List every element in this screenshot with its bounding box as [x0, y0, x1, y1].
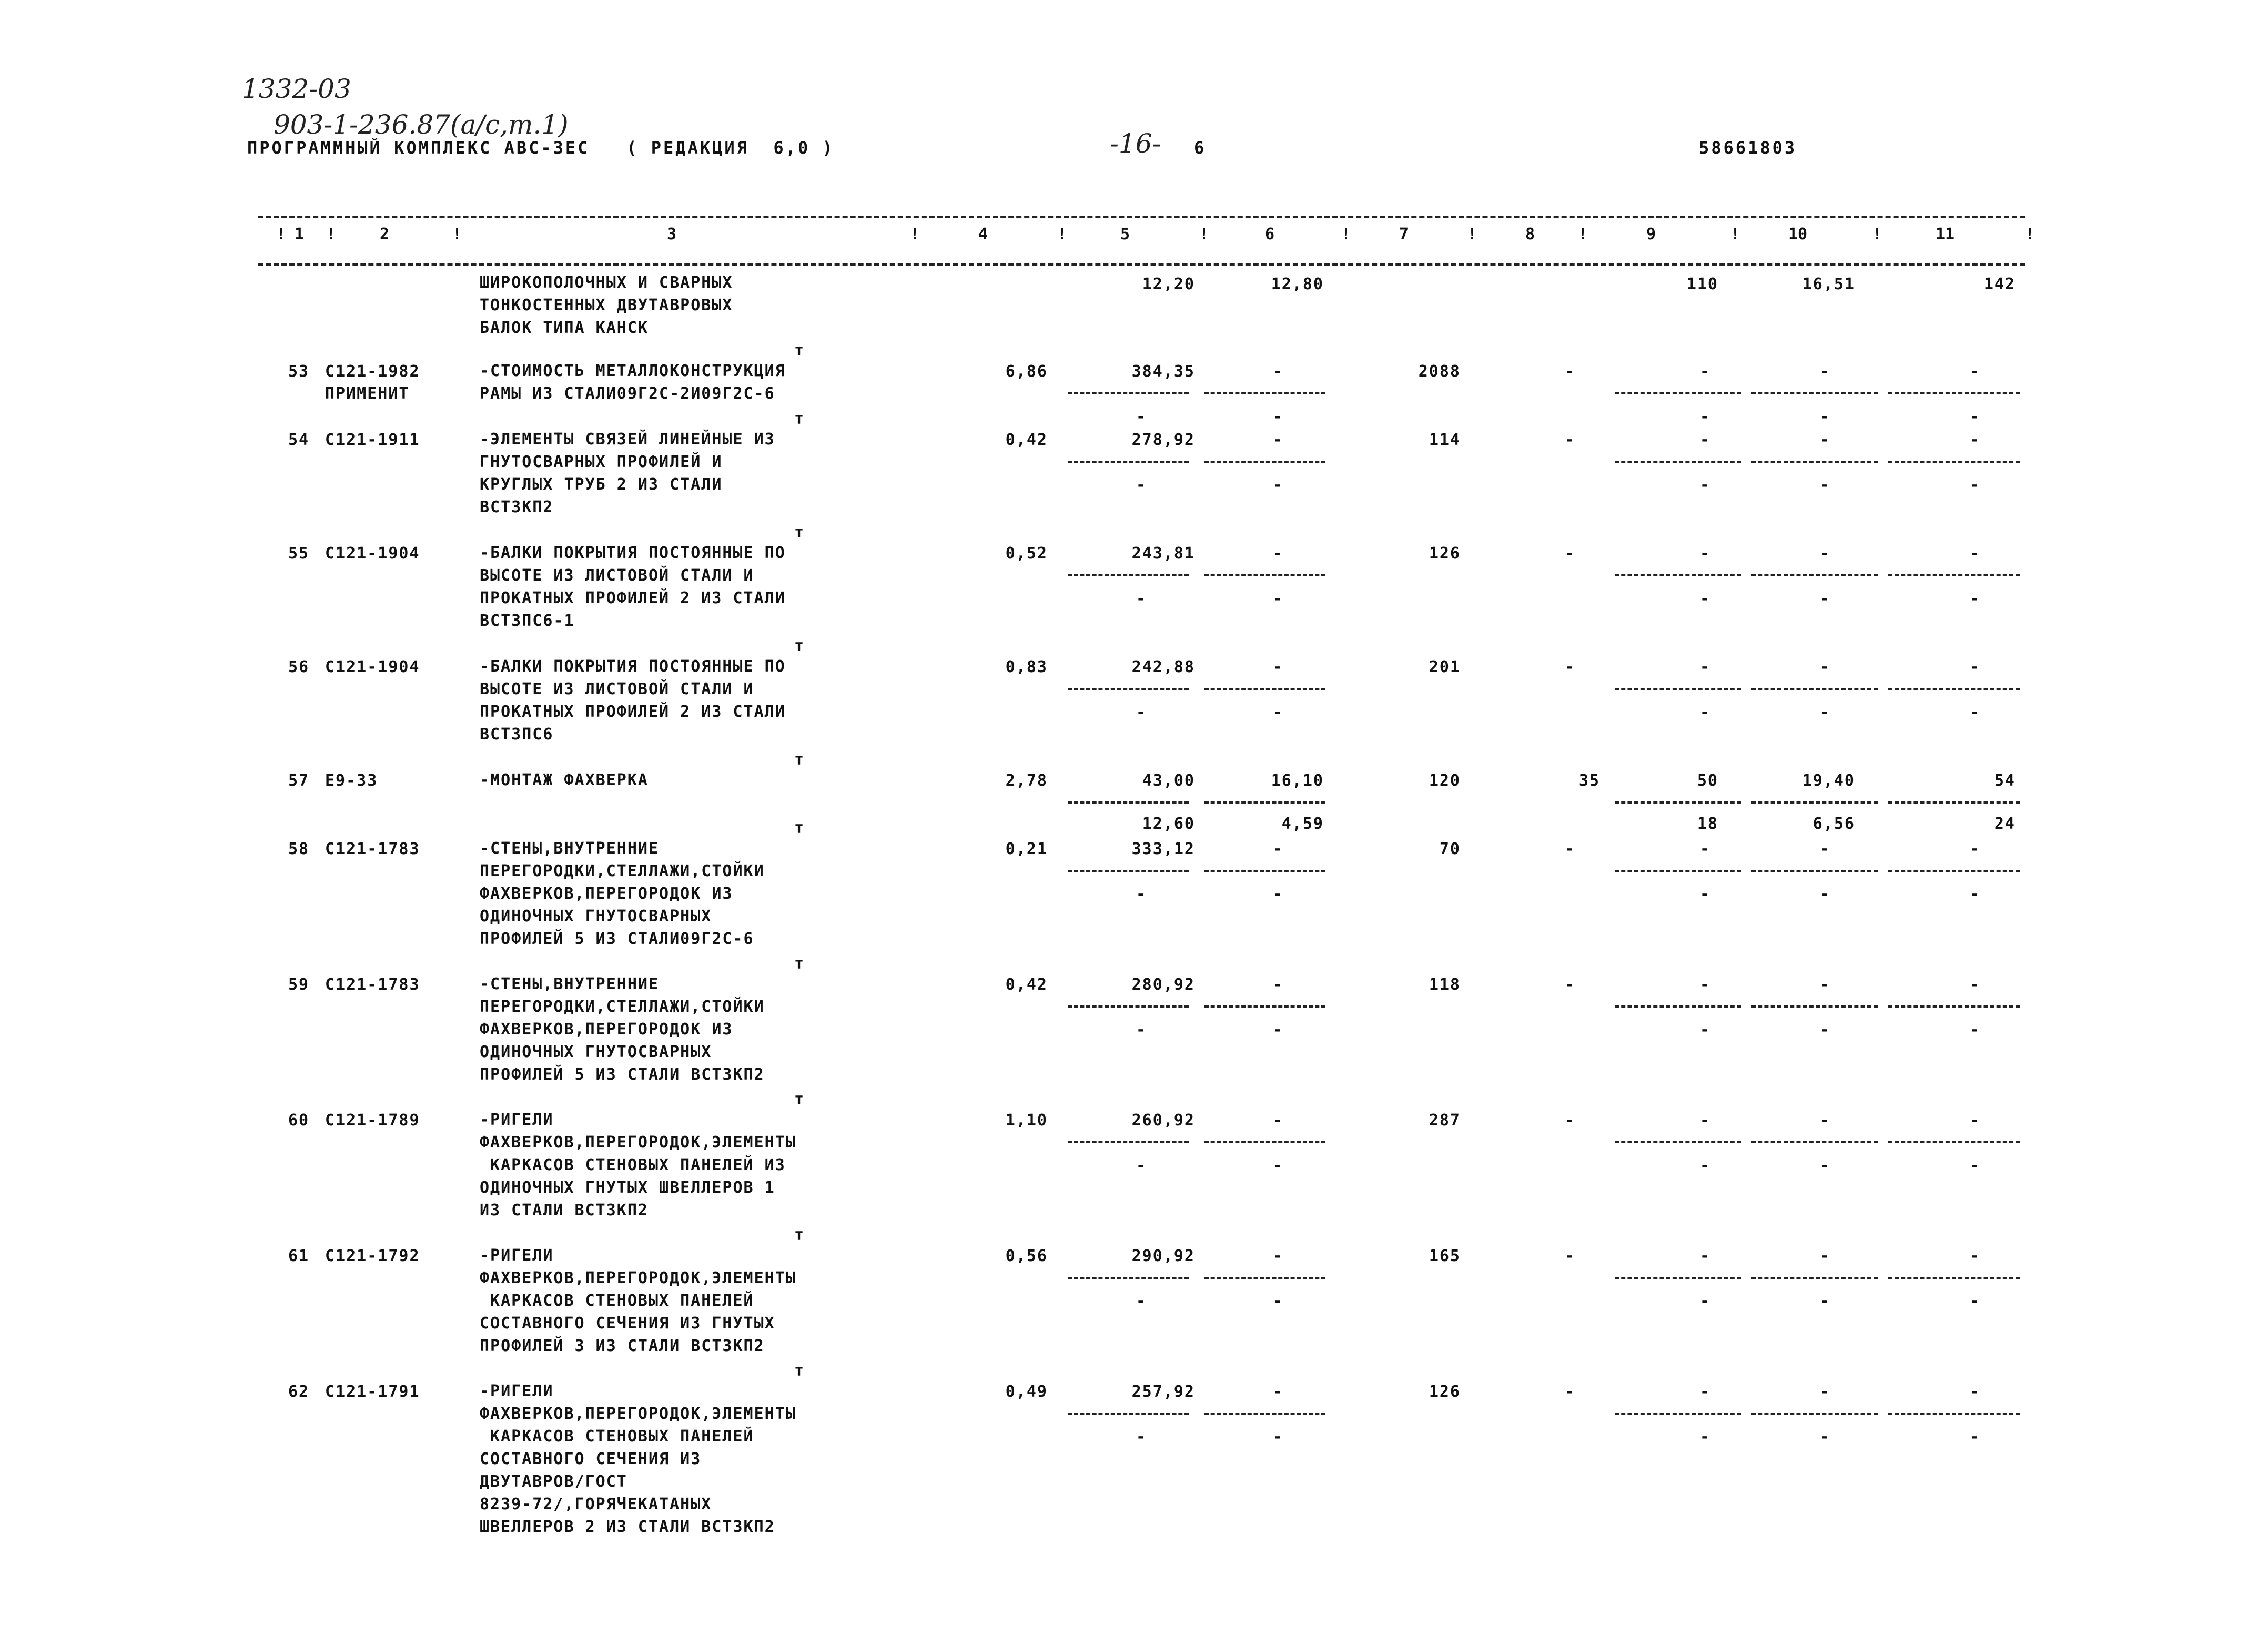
- col7-value: 114: [1429, 431, 1461, 449]
- column-separator: !: [1578, 225, 1588, 243]
- sub-rule: [1068, 870, 1189, 872]
- sub-rule: [1888, 1413, 2020, 1415]
- handwritten-archive-number: 1332-03: [242, 74, 351, 104]
- row-number: 53: [288, 362, 310, 381]
- sub-rule: [1204, 574, 1325, 576]
- col6-sub-dash: -: [1273, 1292, 1283, 1310]
- sub-rule: [1751, 1141, 1878, 1143]
- col10-dash: -: [1820, 1383, 1830, 1401]
- column-header-1: 1: [295, 225, 305, 243]
- col9-sub-dash: -: [1700, 1156, 1710, 1175]
- col6-dash: -: [1273, 1111, 1283, 1130]
- sub-rule: [1068, 1413, 1189, 1415]
- col11-dash: -: [1970, 1111, 1980, 1130]
- row-code: С121-1783: [325, 840, 420, 858]
- sub-rule: [1615, 870, 1741, 872]
- col9-dash: -: [1700, 544, 1710, 563]
- col11-dash: -: [1970, 840, 1980, 858]
- col11-sub-dash: -: [1970, 885, 1980, 903]
- sub-rule: [1888, 688, 2020, 690]
- col8-dash: -: [1565, 431, 1575, 449]
- row-marker: т: [794, 1226, 804, 1244]
- col5-sub-dash: -: [1136, 703, 1146, 722]
- col8-dash: -: [1565, 1247, 1575, 1265]
- sub-rule: [1888, 461, 2020, 463]
- sub-rule: [1068, 1141, 1189, 1143]
- row-code: С121-1792: [325, 1247, 420, 1265]
- row-description: -РИГЕЛИ ФАХВЕРКОВ,ПЕРЕГОРОДОК,ЭЛЕМЕНТЫ КАРКАСОВ СТЕНОВЫХ ПАНЕЛЕЙ СОСТАВНОГО СЕЧЕНИЯ ИЗ ДВУТАВРОВ/ГОСТ 8239-72/,ГОРЯЧЕКАТАНЫХ ШВЕЛЛЕРОВ 2 ИЗ СТАЛИ ВСТ3КП2: [480, 1382, 796, 1536]
- sub-rule: [1751, 574, 1878, 576]
- row-code: С121-1783: [325, 976, 420, 994]
- col9-sub-dash: -: [1700, 590, 1710, 608]
- col6-dash: -: [1273, 544, 1283, 563]
- col11-sub-dash: -: [1970, 703, 1980, 722]
- col4-value: 0,49: [1005, 1383, 1048, 1401]
- col4-value: 0,52: [1005, 544, 1048, 563]
- col9-dash: -: [1700, 362, 1710, 381]
- col10-sub-dash: -: [1820, 885, 1830, 903]
- col9-dash: -: [1700, 431, 1710, 449]
- col7-value: 165: [1429, 1247, 1461, 1265]
- column-separator: !: [452, 225, 462, 243]
- col6-dash: -: [1273, 658, 1283, 676]
- column-header-11: 11: [1936, 225, 1955, 243]
- col5-sub-dash: -: [1136, 408, 1146, 426]
- sub-rule: [1751, 1413, 1878, 1415]
- col5-sub-dash: -: [1136, 590, 1146, 608]
- row-number: 60: [288, 1111, 310, 1130]
- column-separator: !: [1057, 225, 1067, 243]
- col10-dash: -: [1820, 976, 1830, 994]
- sub-rule: [1888, 574, 2020, 576]
- col5-sub-value: 12,60: [1142, 815, 1195, 833]
- row-marker: т: [794, 341, 804, 360]
- col5-value: 243,81: [1131, 544, 1195, 563]
- col9-sub-dash: -: [1700, 476, 1710, 494]
- col11-dash: -: [1970, 544, 1980, 563]
- col6-sub-dash: -: [1273, 885, 1283, 903]
- col11-sub-value: 24: [1994, 815, 2016, 833]
- document-code: 58661803: [1699, 138, 1797, 158]
- col9-dash: -: [1700, 976, 1710, 994]
- col7-value: 2088: [1418, 362, 1461, 381]
- row-description: -СТОИМОСТЬ МЕТАЛЛОКОНСТРУКЦИЯ РАМЫ ИЗ СТАЛИ09Г2С-2И09Г2С-6: [480, 362, 786, 403]
- col11-sub-dash: -: [1970, 408, 1980, 426]
- col10-sub-dash: -: [1820, 408, 1830, 426]
- handwritten-page-number: -16-: [1110, 128, 1161, 159]
- cont-col10: 16,51: [1802, 275, 1855, 293]
- col5-sub-dash: -: [1136, 1428, 1146, 1446]
- program-header: ПРОГРАММНЫЙ КОМПЛЕКС АВС-3ЕС ( РЕДАКЦИЯ 6,0 ): [247, 138, 835, 158]
- column-header-6: 6: [1265, 225, 1275, 243]
- col4-value: 6,86: [1005, 362, 1048, 381]
- col4-value: 1,10: [1005, 1111, 1048, 1130]
- sub-rule: [1204, 801, 1325, 804]
- col9-sub-dash: -: [1700, 1292, 1710, 1310]
- col10-sub-dash: -: [1820, 703, 1830, 722]
- col10-dash: -: [1820, 840, 1830, 858]
- col7-value: 70: [1439, 840, 1461, 858]
- sub-rule: [1204, 1413, 1325, 1415]
- col10-sub-dash: -: [1820, 1292, 1830, 1310]
- col9-dash: -: [1700, 1383, 1710, 1401]
- column-header-3: 3: [667, 225, 677, 243]
- column-header-8: 8: [1525, 225, 1535, 243]
- row-marker: т: [794, 1361, 804, 1380]
- col6-sub-dash: -: [1273, 703, 1283, 722]
- col11-sub-dash: -: [1970, 1156, 1980, 1175]
- sub-rule: [1204, 461, 1325, 463]
- col4-value: 0,83: [1005, 658, 1048, 676]
- col5-value: 290,92: [1131, 1247, 1195, 1265]
- cont-col6: 12,80: [1271, 275, 1324, 293]
- row-number: 58: [288, 840, 310, 858]
- sub-rule: [1615, 392, 1741, 394]
- sub-rule: [1615, 1005, 1741, 1008]
- row-description: -СТЕНЫ,ВНУТРЕННИЕ ПЕРЕГОРОДКИ,СТЕЛЛАЖИ,СТОЙКИ ФАХВЕРКОВ,ПЕРЕГОРОДОК ИЗ ОДИНОЧНЫХ ГНУТОСВАРНЫХ ПРОФИЛЕЙ 5 ИЗ СТАЛИ09Г2С-6: [480, 839, 765, 948]
- sub-rule: [1888, 392, 2020, 394]
- col4-value: 2,78: [1005, 771, 1048, 790]
- sub-rule: [1751, 801, 1878, 804]
- row-description: -ЭЛЕМЕНТЫ СВЯЗЕЙ ЛИНЕЙНЫЕ ИЗ ГНУТОСВАРНЫХ ПРОФИЛЕЙ И КРУГЛЫХ ТРУБ 2 ИЗ СТАЛИ ВСТ3КП2: [480, 430, 775, 516]
- row-code: С121-1982: [325, 362, 420, 381]
- row-code: С121-1789: [325, 1111, 420, 1130]
- row-number: 54: [288, 431, 310, 449]
- col7-value: 118: [1429, 976, 1461, 994]
- sub-rule: [1068, 461, 1189, 463]
- sub-rule: [1615, 461, 1741, 463]
- col6-sub-dash: -: [1273, 408, 1283, 426]
- sub-rule: [1068, 1277, 1189, 1279]
- row-code: С121-1911: [325, 431, 420, 449]
- sub-rule: [1751, 461, 1878, 463]
- col6-sub-value: 4,59: [1281, 815, 1324, 833]
- col9-dash: -: [1700, 840, 1710, 858]
- col6-dash: -: [1273, 1383, 1283, 1401]
- col11-dash: -: [1970, 976, 1980, 994]
- column-separator: !: [1341, 225, 1351, 243]
- col7-value: 287: [1429, 1111, 1461, 1130]
- col10-dash: -: [1820, 362, 1830, 381]
- col5-sub-dash: -: [1136, 885, 1146, 903]
- col11-sub-dash: -: [1970, 1428, 1980, 1446]
- sub-rule: [1751, 1277, 1878, 1279]
- row-code: С121-1904: [325, 544, 420, 563]
- col10-dash: -: [1820, 431, 1830, 449]
- col6-dash: -: [1273, 840, 1283, 858]
- sub-rule: [1204, 1005, 1325, 1008]
- col5-value: 242,88: [1131, 658, 1195, 676]
- col10-sub-value: 6,56: [1813, 815, 1855, 833]
- col9-sub-dash: -: [1700, 703, 1710, 722]
- col8-dash: -: [1565, 840, 1575, 858]
- sub-rule: [1068, 574, 1189, 576]
- col9-sub-dash: -: [1700, 1021, 1710, 1039]
- col9-sub-dash: -: [1700, 408, 1710, 426]
- column-header-2: 2: [380, 225, 390, 243]
- row-number: 57: [288, 771, 310, 790]
- sub-rule: [1888, 801, 2020, 804]
- row-number: 59: [288, 976, 310, 994]
- sub-rule: [1751, 1005, 1878, 1008]
- col10-dash: -: [1820, 544, 1830, 563]
- page-suffix: 6: [1194, 138, 1207, 158]
- column-header-7: 7: [1399, 225, 1409, 243]
- col9-dash: -: [1700, 1111, 1710, 1130]
- column-separator: !: [1872, 225, 1882, 243]
- col7-value: 126: [1429, 544, 1461, 563]
- cont-col11: 142: [1983, 275, 2016, 293]
- row-code-note: ПРИМЕНИТ: [325, 384, 410, 403]
- col10-dash: -: [1820, 1111, 1830, 1130]
- sub-rule: [1204, 1277, 1325, 1279]
- row-marker: т: [794, 1090, 804, 1109]
- col4-value: 0,21: [1005, 840, 1048, 858]
- col5-value: 257,92: [1131, 1383, 1195, 1401]
- col10-dash: -: [1820, 658, 1830, 676]
- row-number: 55: [288, 544, 310, 563]
- col11-dash: -: [1970, 362, 1980, 381]
- col11-sub-dash: -: [1970, 1021, 1980, 1039]
- col8-dash: -: [1565, 362, 1575, 381]
- sub-rule: [1615, 688, 1741, 690]
- col6-sub-dash: -: [1273, 476, 1283, 494]
- sub-rule: [1068, 1005, 1189, 1008]
- row-description: -РИГЕЛИ ФАХВЕРКОВ,ПЕРЕГОРОДОК,ЭЛЕМЕНТЫ КАРКАСОВ СТЕНОВЫХ ПАНЕЛЕЙ СОСТАВНОГО СЕЧЕНИЯ ИЗ ГНУТЫХ ПРОФИЛЕЙ 3 ИЗ СТАЛИ ВСТ3КП2: [480, 1246, 796, 1355]
- col9-dash: -: [1700, 1247, 1710, 1265]
- col5-value: 260,92: [1131, 1111, 1195, 1130]
- col9-sub-dash: -: [1700, 885, 1710, 903]
- col8-dash: -: [1565, 976, 1575, 994]
- col6-dash: -: [1273, 1247, 1283, 1265]
- column-separator: !: [1467, 225, 1477, 243]
- col8-dash: -: [1565, 658, 1575, 676]
- row-marker: т: [794, 954, 804, 973]
- col6-dash: -: [1273, 976, 1283, 994]
- table-top-rule: [258, 216, 2025, 218]
- col10-sub-dash: -: [1820, 476, 1830, 494]
- column-separator: !: [1730, 225, 1740, 243]
- column-separator: !: [2025, 225, 2035, 243]
- row-number: 62: [288, 1383, 310, 1401]
- col9-value: 50: [1697, 771, 1718, 790]
- sub-rule: [1068, 801, 1189, 804]
- col7-value: 126: [1429, 1383, 1461, 1401]
- row-code: С121-1904: [325, 658, 420, 676]
- col6-dash: -: [1273, 362, 1283, 381]
- row-marker: т: [794, 523, 804, 542]
- sub-rule: [1615, 801, 1741, 804]
- sub-rule: [1204, 392, 1325, 394]
- col11-dash: -: [1970, 1247, 1980, 1265]
- cont-col9: 110: [1686, 275, 1718, 293]
- col11-dash: -: [1970, 1383, 1980, 1401]
- col6-sub-dash: -: [1273, 1021, 1283, 1039]
- col4-value: 0,42: [1005, 431, 1048, 449]
- sub-rule: [1204, 688, 1325, 690]
- sub-rule: [1888, 1277, 2020, 1279]
- row-number: 61: [288, 1247, 310, 1265]
- column-header-9: 9: [1646, 225, 1656, 243]
- col6-sub-dash: -: [1273, 1428, 1283, 1446]
- col10-value: 19,40: [1802, 771, 1855, 790]
- col5-sub-dash: -: [1136, 476, 1146, 494]
- column-separator: !: [910, 225, 920, 243]
- sub-rule: [1751, 688, 1878, 690]
- row-marker: т: [794, 819, 804, 837]
- sub-rule: [1204, 1141, 1325, 1143]
- continuation-description: ШИРОКОПОЛОЧНЫХ И СВАРНЫХ ТОНКОСТЕННЫХ ДВУТАВРОВЫХ БАЛОК ТИПА КАНСК: [480, 273, 733, 337]
- sub-rule: [1615, 1277, 1741, 1279]
- col6-value: 16,10: [1271, 771, 1324, 790]
- col8-dash: -: [1565, 1111, 1575, 1130]
- col8-dash: -: [1565, 544, 1575, 563]
- cont-col5: 12,20: [1142, 275, 1195, 293]
- col11-dash: -: [1970, 658, 1980, 676]
- col5-value: 333,12: [1131, 840, 1195, 858]
- col5-value: 278,92: [1131, 431, 1195, 449]
- column-header-5: 5: [1120, 225, 1130, 243]
- col8-value: 35: [1578, 771, 1600, 790]
- col6-dash: -: [1273, 431, 1283, 449]
- handwritten-project-code: 903-1-236.87(а/с,т.1): [274, 109, 569, 140]
- sub-rule: [1204, 870, 1325, 872]
- column-separator: !: [326, 225, 336, 243]
- row-code: Е9-33: [325, 771, 378, 790]
- row-marker: т: [794, 410, 804, 428]
- col10-dash: -: [1820, 1247, 1830, 1265]
- col10-sub-dash: -: [1820, 1021, 1830, 1039]
- col5-value: 384,35: [1131, 362, 1195, 381]
- column-separator: !: [276, 225, 286, 243]
- col9-sub-value: 18: [1697, 815, 1718, 833]
- row-code: С121-1791: [325, 1383, 420, 1401]
- sub-rule: [1888, 870, 2020, 872]
- col5-sub-dash: -: [1136, 1292, 1146, 1310]
- row-number: 56: [288, 658, 310, 676]
- col6-sub-dash: -: [1273, 590, 1283, 608]
- col6-sub-dash: -: [1273, 1156, 1283, 1175]
- col9-dash: -: [1700, 658, 1710, 676]
- column-header-10: 10: [1788, 225, 1808, 243]
- row-description: -СТЕНЫ,ВНУТРЕННИЕ ПЕРЕГОРОДКИ,СТЕЛЛАЖИ,СТОЙКИ ФАХВЕРКОВ,ПЕРЕГОРОДОК ИЗ ОДИНОЧНЫХ ГНУТОСВАРНЫХ ПРОФИЛЕЙ 5 ИЗ СТАЛИ ВСТ3КП2: [480, 975, 765, 1084]
- col11-dash: -: [1970, 431, 1980, 449]
- row-description: -РИГЕЛИ ФАХВЕРКОВ,ПЕРЕГОРОДОК,ЭЛЕМЕНТЫ КАРКАСОВ СТЕНОВЫХ ПАНЕЛЕЙ ИЗ ОДИНОЧНЫХ ГНУТЫХ ШВЕЛЛЕРОВ 1 ИЗ СТАЛИ ВСТ3КП2: [480, 1111, 796, 1220]
- sub-rule: [1615, 1413, 1741, 1415]
- col5-value: 280,92: [1131, 976, 1195, 994]
- sub-rule: [1751, 870, 1878, 872]
- table-header-rule: [258, 263, 2025, 266]
- row-marker: т: [794, 750, 804, 769]
- col10-sub-dash: -: [1820, 1156, 1830, 1175]
- col11-value: 54: [1994, 771, 2016, 790]
- sub-rule: [1888, 1005, 2020, 1008]
- row-description: -БАЛКИ ПОКРЫТИЯ ПОСТОЯННЫЕ ПО ВЫСОТЕ ИЗ ЛИСТОВОЙ СТАЛИ И ПРОКАТНЫХ ПРОФИЛЕЙ 2 ИЗ СТАЛИ ВСТ3ПС6: [480, 657, 786, 744]
- sub-rule: [1068, 392, 1189, 394]
- col10-sub-dash: -: [1820, 590, 1830, 608]
- sub-rule: [1751, 392, 1878, 394]
- col11-sub-dash: -: [1970, 476, 1980, 494]
- column-separator: !: [1199, 225, 1209, 243]
- row-marker: т: [794, 637, 804, 655]
- col10-sub-dash: -: [1820, 1428, 1830, 1446]
- sub-rule: [1615, 1141, 1741, 1143]
- col7-value: 201: [1429, 658, 1461, 676]
- col9-sub-dash: -: [1700, 1428, 1710, 1446]
- col8-dash: -: [1565, 1383, 1575, 1401]
- sub-rule: [1888, 1141, 2020, 1143]
- col7-value: 120: [1429, 771, 1461, 790]
- col5-value: 43,00: [1142, 771, 1195, 790]
- col11-sub-dash: -: [1970, 1292, 1980, 1310]
- col4-value: 0,42: [1005, 976, 1048, 994]
- column-header-4: 4: [978, 225, 988, 243]
- col11-sub-dash: -: [1970, 590, 1980, 608]
- row-description: -МОНТАЖ ФАХВЕРКА: [480, 771, 649, 789]
- col5-sub-dash: -: [1136, 1156, 1146, 1175]
- col5-sub-dash: -: [1136, 1021, 1146, 1039]
- sub-rule: [1068, 688, 1189, 690]
- col4-value: 0,56: [1005, 1247, 1048, 1265]
- row-description: -БАЛКИ ПОКРЫТИЯ ПОСТОЯННЫЕ ПО ВЫСОТЕ ИЗ ЛИСТОВОЙ СТАЛИ И ПРОКАТНЫХ ПРОФИЛЕЙ 2 ИЗ СТАЛИ ВСТ3ПС6-1: [480, 544, 786, 630]
- sub-rule: [1615, 574, 1741, 576]
